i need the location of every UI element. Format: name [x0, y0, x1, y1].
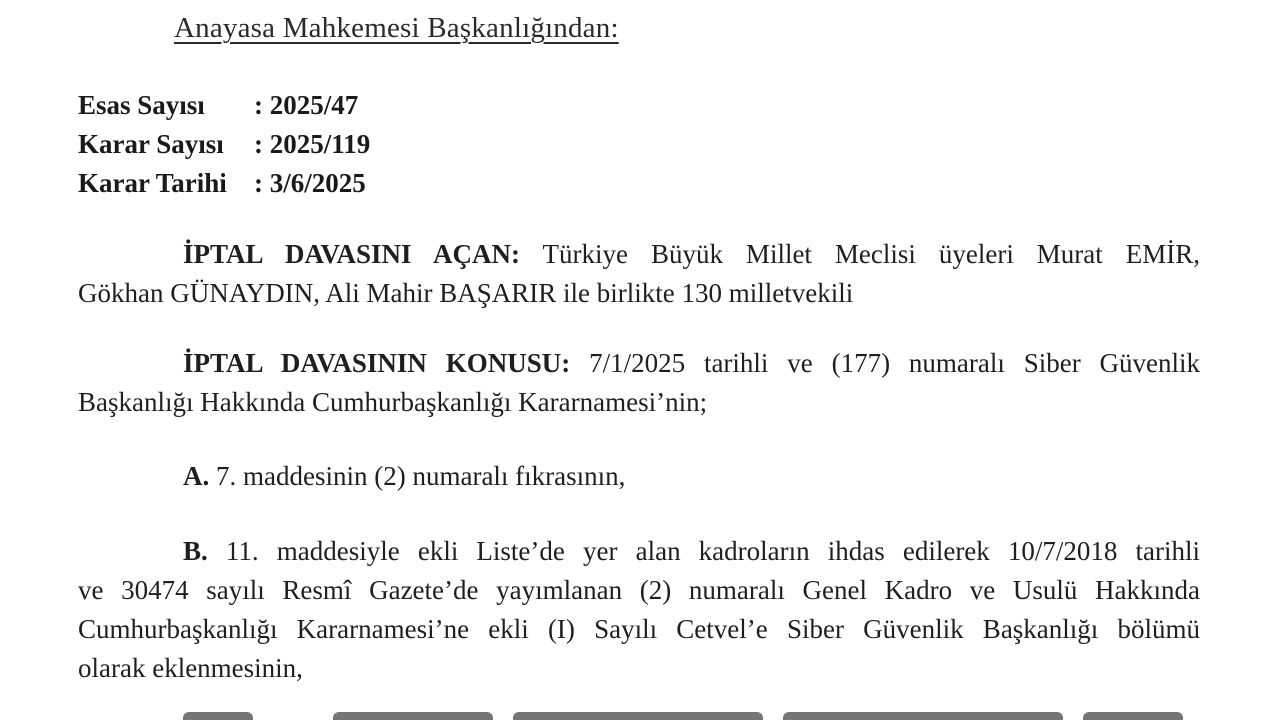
item-a-line — [78, 457, 1200, 496]
document-heading: Anayasa Mahkemesi Başkanlığından: — [174, 12, 619, 44]
applicant-text-1: Türkiye Büyük Millet Meclisi üyeleri Murat EMİR, — [542, 239, 1200, 269]
cut-off-glyph-block — [183, 712, 253, 720]
cut-off-glyph-block — [333, 712, 493, 720]
item-a-label: A. — [183, 461, 210, 491]
applicant-paragraph — [78, 235, 1200, 313]
decision-number-row — [78, 125, 370, 164]
cut-off-glyph-block — [783, 712, 1063, 720]
item-b-text-1: 11. maddesiyle ekli Liste’de yer alan kadroların ihdas edilerek 10/7/2018 tarihli — [225, 536, 1201, 566]
applicant-line-1 — [78, 235, 1200, 274]
cut-off-glyph-block — [1083, 712, 1183, 720]
subject-paragraph — [78, 344, 1200, 422]
item-b-line-2: ve 30474 sayılı Resmî Gazete’de yayımlanan (2) numaralı Genel Kadro ve Usulü Hakkında — [78, 575, 1200, 605]
decision-date-label: Karar Tarihi — [78, 168, 227, 198]
cut-off-glyph-block — [513, 712, 763, 720]
item-b-line-1 — [78, 532, 1200, 571]
applicant-line-2: Gökhan GÜNAYDIN, Ali Mahir BAŞARIR ile birlikte 130 milletvekili — [78, 278, 854, 308]
case-number-label: Esas Sayısı — [78, 90, 205, 120]
item-a-paragraph — [78, 457, 1200, 496]
subject-label: İPTAL DAVASININ KONUSU: — [183, 348, 571, 378]
case-metadata — [78, 86, 370, 203]
case-number-value: : 2025/47 — [254, 90, 359, 120]
item-b-line-3: Cumhurbaşkanlığı Kararnamesi’ne ekli (I) Sayılı Cetvel’e Siber Güvenlik Başkanlığı bölümü — [78, 614, 1200, 644]
decision-number-value: : 2025/119 — [254, 129, 371, 159]
decision-date-value: : 3/6/2025 — [254, 168, 366, 198]
item-a-text: 7. maddesinin (2) numaralı fıkrasının, — [216, 461, 626, 491]
case-number-row — [78, 86, 370, 125]
item-b-line-4: olarak eklenmesinin, — [78, 653, 303, 683]
subject-line-1 — [78, 344, 1200, 383]
item-b-paragraph — [78, 532, 1200, 688]
decision-date-row — [78, 164, 370, 203]
subject-line-2: Başkanlığı Hakkında Cumhurbaşkanlığı Kararnamesi’nin; — [78, 387, 708, 417]
cut-off-next-line — [183, 704, 1203, 720]
decision-number-label: Karar Sayısı — [78, 129, 224, 159]
applicant-label: İPTAL DAVASINI AÇAN: — [183, 239, 521, 269]
item-b-label: B. — [183, 536, 208, 566]
subject-text-1: 7/1/2025 tarihli ve (177) numaralı Siber Güvenlik — [589, 348, 1201, 378]
